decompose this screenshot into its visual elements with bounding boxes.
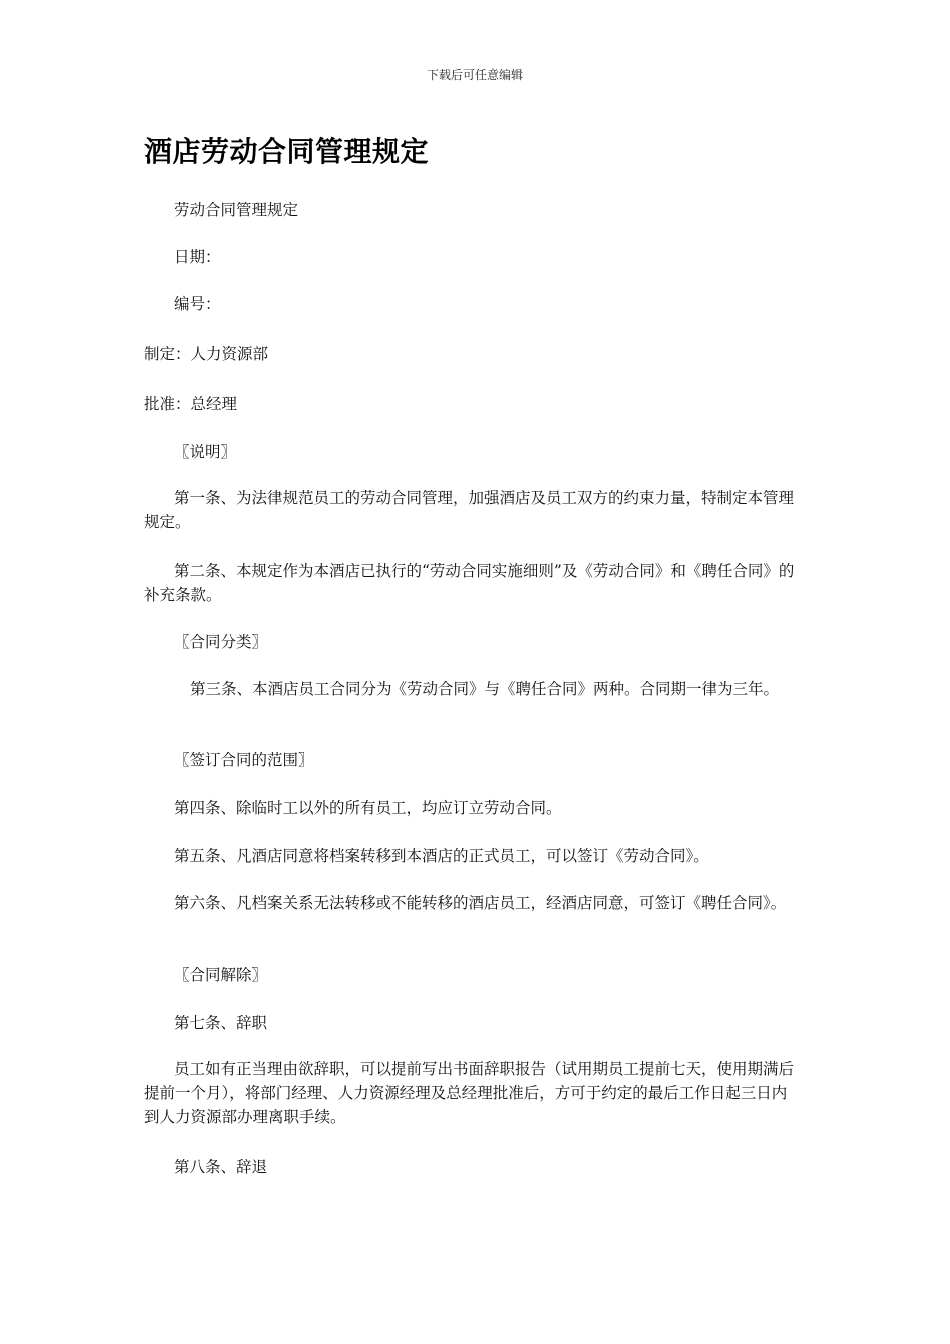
article-1: 第一条、为法律规范员工的劳动合同管理，加强酒店及员工双方的约束力量，特制定本管理规定。 (144, 489, 795, 531)
section-heading-termination: 〖合同解除〗 (174, 966, 268, 984)
section-heading-scope: 〖签订合同的范围〗 (174, 751, 314, 769)
header-note: 下载后可任意编辑 (426, 68, 523, 82)
article-7-body: 员工如有正当理由欲辞职，可以提前写出书面辞职报告（试用期员工提前七天，使用期满后提前一个月），将部门经理、人力资源经理及总经理批准后，方可于约定的最后工作日起三日内到人力资源部办理离职手续。 (144, 1060, 795, 1126)
article-8: 第八条、辞退 (174, 1158, 268, 1176)
subtitle: 劳动合同管理规定 (174, 201, 299, 219)
approved-by: 批准：总经理 (144, 395, 238, 413)
article-4: 第四条、除临时工以外的所有员工，均应订立劳动合同。 (174, 799, 562, 817)
prepared-by: 制定：人力资源部 (144, 345, 269, 363)
number-line: 编号： (174, 295, 221, 313)
article-3: 第三条、本酒店员工合同分为《劳动合同》与《聘任合同》两种。合同期一律为三年。 (190, 680, 780, 698)
article-7: 第七条、辞职 (174, 1014, 268, 1032)
document-title: 酒店劳动合同管理规定 (144, 135, 430, 168)
article-6: 第六条、凡档案关系无法转移或不能转移的酒店员工，经酒店同意，可签订《聘任合同》。 (174, 894, 787, 912)
section-heading-notes: 〖说明〗 (174, 443, 237, 461)
date-line: 日期： (174, 248, 221, 266)
article-2: 第二条、本规定作为本酒店已执行的“劳动合同实施细则”及《劳动合同》和《聘任合同》的补充条款。 (144, 562, 795, 604)
article-5: 第五条、凡酒店同意将档案转移到本酒店的正式员工，可以签订《劳动合同》。 (174, 847, 709, 865)
section-heading-types: 〖合同分类〗 (174, 633, 268, 651)
